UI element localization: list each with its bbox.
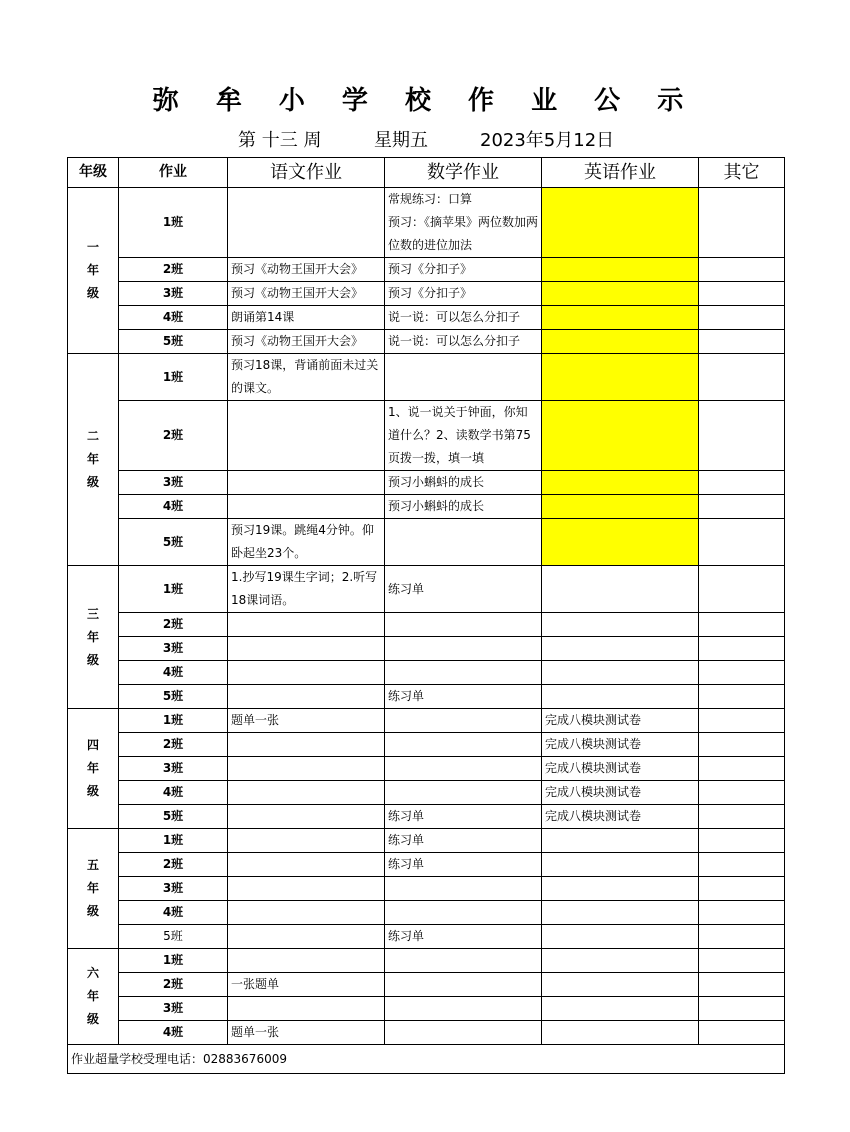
header-english: 英语作业 (542, 158, 699, 188)
table-row (68, 877, 785, 901)
table-row (68, 757, 785, 781)
class-label: 3班 (119, 997, 228, 1021)
chinese-homework: 预习19课。跳绳4分钟。仰卧起坐23个。 (228, 519, 385, 566)
math-homework (385, 757, 542, 781)
grade-char: 年 (86, 989, 99, 1003)
english-homework (542, 566, 699, 613)
english-homework: 完成八模块测试卷 (542, 709, 699, 733)
table-row (68, 853, 785, 877)
grade-char: 级 (86, 784, 99, 798)
chinese-homework (228, 637, 385, 661)
math-homework (385, 997, 542, 1021)
chinese-homework (228, 733, 385, 757)
chinese-homework (228, 901, 385, 925)
other-homework (699, 258, 785, 282)
english-homework (542, 471, 699, 495)
math-homework (385, 949, 542, 973)
chinese-homework: 题单一张 (228, 1021, 385, 1045)
english-homework (542, 685, 699, 709)
grade-label (68, 709, 119, 829)
grade-char: 六 (86, 966, 99, 980)
table-row (68, 997, 785, 1021)
class-label: 5班 (119, 519, 228, 566)
class-label: 2班 (119, 733, 228, 757)
class-label: 4班 (119, 306, 228, 330)
table-row (68, 661, 785, 685)
table-row (68, 781, 785, 805)
other-homework (699, 354, 785, 401)
header-grade: 年级 (68, 158, 119, 188)
class-label: 4班 (119, 661, 228, 685)
table-row (68, 354, 785, 401)
homework-table (67, 157, 785, 1074)
table-row (68, 973, 785, 997)
header-chinese: 语文作业 (228, 158, 385, 188)
other-homework (699, 519, 785, 566)
other-homework (699, 401, 785, 471)
other-homework (699, 330, 785, 354)
other-homework (699, 188, 785, 258)
chinese-homework (228, 949, 385, 973)
english-homework (542, 997, 699, 1021)
other-homework (699, 805, 785, 829)
other-homework (699, 901, 785, 925)
chinese-homework: 预习《动物王国开大会》 (228, 282, 385, 306)
table-row (68, 901, 785, 925)
chinese-homework (228, 188, 385, 258)
chinese-homework (228, 401, 385, 471)
other-homework (699, 661, 785, 685)
english-homework (542, 1021, 699, 1045)
math-homework: 预习《分扣子》 (385, 282, 542, 306)
english-homework (542, 901, 699, 925)
table-row (68, 925, 785, 949)
table-row (68, 709, 785, 733)
math-homework (385, 1021, 542, 1045)
class-label: 3班 (119, 877, 228, 901)
class-label: 3班 (119, 471, 228, 495)
math-homework: 1、说一说关于钟面，你知道什么？2、读数学书第75页拨一拨，填一填 (385, 401, 542, 471)
english-homework (542, 829, 699, 853)
math-homework (385, 637, 542, 661)
class-label: 1班 (119, 566, 228, 613)
other-homework (699, 829, 785, 853)
grade-char: 年 (86, 263, 99, 277)
chinese-homework (228, 877, 385, 901)
english-homework: 完成八模块测试卷 (542, 733, 699, 757)
english-homework (542, 877, 699, 901)
class-label: 2班 (119, 401, 228, 471)
english-homework: 完成八模块测试卷 (542, 805, 699, 829)
grade-char: 年 (86, 761, 99, 775)
other-homework (699, 781, 785, 805)
other-homework (699, 613, 785, 637)
table-row (68, 471, 785, 495)
class-label: 3班 (119, 757, 228, 781)
math-homework (385, 519, 542, 566)
english-homework (542, 637, 699, 661)
date-line (0, 126, 850, 150)
english-homework (542, 925, 699, 949)
chinese-homework: 1.抄写19课生字词；2.听写18课词语。 (228, 566, 385, 613)
class-label: 4班 (119, 495, 228, 519)
table-row (68, 258, 785, 282)
class-label: 4班 (119, 1021, 228, 1045)
grade-char: 级 (86, 652, 99, 667)
header-homework: 作业 (119, 158, 228, 188)
other-homework (699, 637, 785, 661)
other-homework (699, 925, 785, 949)
class-label: 1班 (119, 949, 228, 973)
chinese-homework (228, 471, 385, 495)
other-homework (699, 853, 785, 877)
table-row (68, 188, 785, 258)
english-homework (542, 519, 699, 566)
math-homework: 练习单 (385, 685, 542, 709)
english-homework (542, 330, 699, 354)
other-homework (699, 709, 785, 733)
table-row (68, 566, 785, 613)
class-label: 1班 (119, 188, 228, 258)
english-homework (542, 306, 699, 330)
grade-label (68, 188, 119, 354)
class-label: 2班 (119, 258, 228, 282)
class-label: 1班 (119, 709, 228, 733)
chinese-homework (228, 781, 385, 805)
table-row (68, 282, 785, 306)
grade-label (68, 354, 119, 566)
table-row (68, 519, 785, 566)
math-homework: 练习单 (385, 853, 542, 877)
english-homework (542, 495, 699, 519)
math-homework (385, 973, 542, 997)
grade-label (68, 949, 119, 1045)
table-row (68, 805, 785, 829)
math-homework (385, 661, 542, 685)
grade-char: 年 (86, 629, 99, 644)
class-label: 5班 (119, 330, 228, 354)
english-homework (542, 949, 699, 973)
math-homework (385, 733, 542, 757)
other-homework (699, 566, 785, 613)
other-homework (699, 306, 785, 330)
page-title: 弥 牟 小 学 校 作 业 公 示 (152, 86, 698, 116)
chinese-homework (228, 495, 385, 519)
class-label: 5班 (119, 685, 228, 709)
table-row (68, 949, 785, 973)
other-homework (699, 495, 785, 519)
math-homework: 预习《分扣子》 (385, 258, 542, 282)
other-homework (699, 1021, 785, 1045)
class-label: 3班 (119, 282, 228, 306)
week-label: 第 十三 周 (238, 130, 322, 151)
english-homework: 完成八模块测试卷 (542, 757, 699, 781)
math-homework: 说一说：可以怎么分扣子 (385, 330, 542, 354)
header-row (68, 158, 785, 188)
class-label: 5班 (119, 925, 228, 949)
grade-char: 一 (86, 240, 99, 254)
table-row (68, 829, 785, 853)
chinese-homework (228, 685, 385, 709)
chinese-homework (228, 757, 385, 781)
math-homework (385, 709, 542, 733)
chinese-homework (228, 829, 385, 853)
chinese-homework (228, 853, 385, 877)
english-homework (542, 661, 699, 685)
other-homework (699, 282, 785, 306)
grade-char: 二 (86, 429, 99, 443)
math-homework (385, 613, 542, 637)
math-homework (385, 354, 542, 401)
other-homework (699, 685, 785, 709)
grade-char: 五 (86, 858, 99, 872)
chinese-homework (228, 661, 385, 685)
grade-char: 级 (86, 286, 99, 300)
chinese-homework (228, 925, 385, 949)
table-row (68, 401, 785, 471)
grade-label (68, 829, 119, 949)
other-homework (699, 877, 785, 901)
grade-label (68, 566, 119, 709)
grade-char: 年 (86, 881, 99, 895)
grade-char: 级 (86, 1012, 99, 1026)
math-homework: 常规练习：口算 预习：《摘苹果》两位数加两位数的进位加法 (385, 188, 542, 258)
table-row (68, 330, 785, 354)
chinese-homework (228, 805, 385, 829)
english-homework (542, 973, 699, 997)
other-homework (699, 471, 785, 495)
grade-char: 年 (86, 452, 99, 466)
math-homework (385, 781, 542, 805)
table-row (68, 613, 785, 637)
math-homework (385, 877, 542, 901)
grade-char: 级 (86, 475, 99, 489)
english-homework (542, 282, 699, 306)
grade-char: 级 (86, 904, 99, 918)
math-homework: 预习小蝌蚪的成长 (385, 471, 542, 495)
english-homework (542, 258, 699, 282)
table-row (68, 495, 785, 519)
other-homework (699, 949, 785, 973)
other-homework (699, 757, 785, 781)
table-row (68, 637, 785, 661)
math-homework: 预习小蝌蚪的成长 (385, 495, 542, 519)
math-homework: 练习单 (385, 805, 542, 829)
math-homework (385, 901, 542, 925)
class-label: 1班 (119, 354, 228, 401)
chinese-homework: 预习《动物王国开大会》 (228, 330, 385, 354)
class-label: 1班 (119, 829, 228, 853)
class-label: 3班 (119, 637, 228, 661)
other-homework (699, 997, 785, 1021)
math-homework: 说一说：可以怎么分扣子 (385, 306, 542, 330)
chinese-homework (228, 613, 385, 637)
english-homework (542, 188, 699, 258)
date-label: 2023年5月12日 (480, 130, 615, 151)
other-homework (699, 733, 785, 757)
complaint-phone: 作业超量学校受理电话：02883676009 (68, 1045, 785, 1074)
header-math: 数学作业 (385, 158, 542, 188)
table-row (68, 1021, 785, 1045)
class-label: 4班 (119, 781, 228, 805)
class-label: 2班 (119, 613, 228, 637)
class-label: 2班 (119, 853, 228, 877)
math-homework: 练习单 (385, 925, 542, 949)
class-label: 5班 (119, 805, 228, 829)
chinese-homework (228, 997, 385, 1021)
weekday-label: 星期五 (374, 130, 428, 151)
other-homework (699, 973, 785, 997)
english-homework: 完成八模块测试卷 (542, 781, 699, 805)
table-body (68, 188, 785, 1045)
class-label: 4班 (119, 901, 228, 925)
chinese-homework: 预习18课，背诵前面未过关的课文。 (228, 354, 385, 401)
header-other: 其它 (699, 158, 785, 188)
grade-char: 三 (86, 606, 99, 621)
english-homework (542, 613, 699, 637)
chinese-homework: 预习《动物王国开大会》 (228, 258, 385, 282)
footer-row (68, 1045, 785, 1074)
chinese-homework: 朗诵第14课 (228, 306, 385, 330)
class-label: 2班 (119, 973, 228, 997)
grade-char: 四 (86, 738, 99, 752)
table-row (68, 685, 785, 709)
table-row (68, 306, 785, 330)
table-row (68, 733, 785, 757)
english-homework (542, 354, 699, 401)
english-homework (542, 853, 699, 877)
math-homework: 练习单 (385, 566, 542, 613)
chinese-homework: 题单一张 (228, 709, 385, 733)
math-homework: 练习单 (385, 829, 542, 853)
english-homework (542, 401, 699, 471)
chinese-homework: 一张题单 (228, 973, 385, 997)
